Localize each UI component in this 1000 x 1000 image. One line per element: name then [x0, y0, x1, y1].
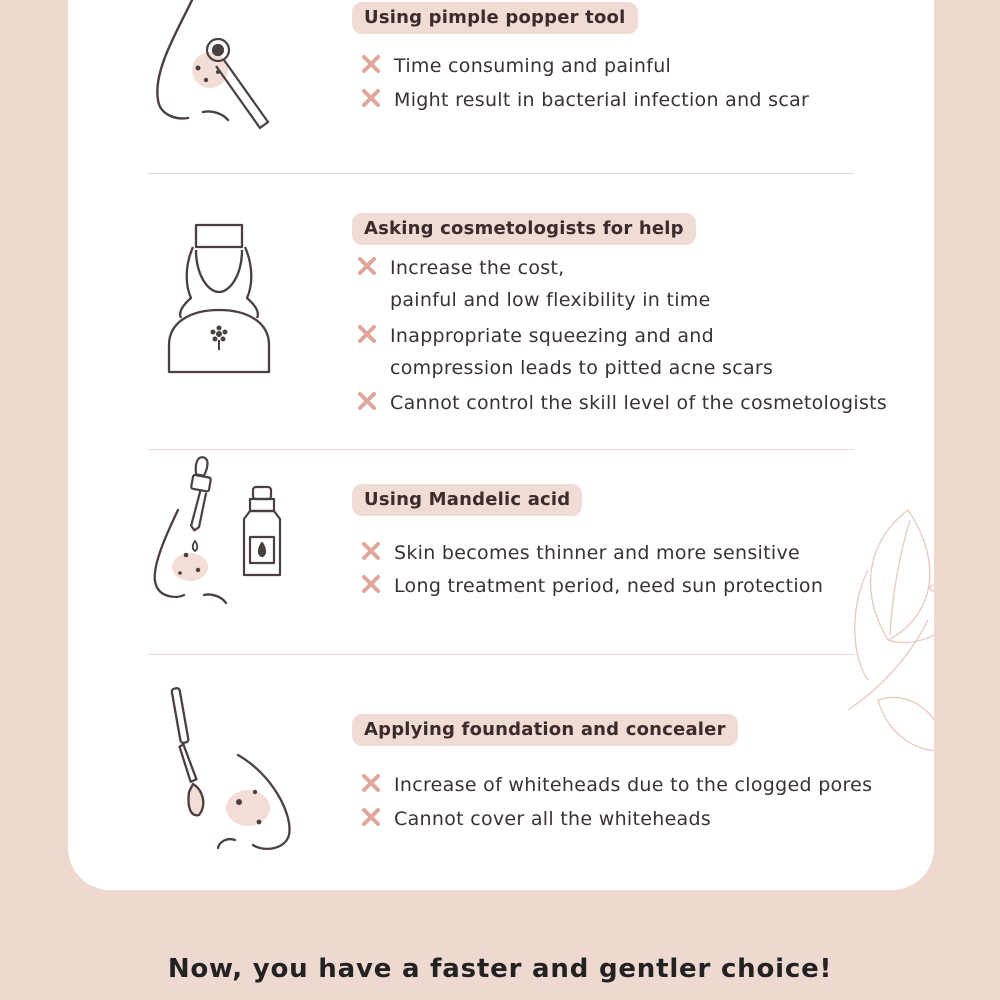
- foundation-brush-illustration-icon: [163, 680, 313, 860]
- section-3-item-1: Skin becomes thinner and more sensitive: [360, 540, 800, 564]
- x-mark-icon: [360, 87, 382, 109]
- section-4-title: Applying foundation and concealer: [352, 714, 738, 746]
- section-divider: [148, 449, 854, 450]
- x-mark-icon: [356, 390, 378, 412]
- section-divider: [148, 173, 854, 174]
- section-divider: [148, 654, 854, 655]
- section-4-item-1: Increase of whiteheads due to the clogged pores: [360, 772, 872, 796]
- content-card: [68, 0, 934, 890]
- section-2-item-2: Inappropriate squeezing and and: [356, 323, 714, 347]
- lily-decoration-icon: [848, 420, 934, 800]
- section-1-item-1: Time consuming and painful: [360, 53, 671, 77]
- x-mark-icon: [360, 53, 382, 75]
- section-4-item-2: Cannot cover all the whiteheads: [360, 806, 711, 830]
- section-3-item-2: Long treatment period, need sun protection: [360, 573, 823, 597]
- x-mark-icon: [360, 540, 382, 562]
- section-2-item-2-line-2: compression leads to pitted acne scars: [390, 357, 774, 379]
- section-2-item-1: Increase the cost,: [356, 255, 565, 279]
- mandelic-acid-illustration-icon: [148, 455, 298, 620]
- footer-tagline: Now, you have a faster and gentler choice!: [167, 954, 833, 984]
- x-mark-icon: [360, 806, 382, 828]
- section-1-title: Using pimple popper tool: [352, 2, 638, 34]
- section-3-title: Using Mandelic acid: [352, 484, 582, 516]
- section-2-item-3: Cannot control the skill level of the cosmetologists: [356, 390, 887, 414]
- x-mark-icon: [360, 573, 382, 595]
- x-mark-icon: [356, 255, 378, 277]
- x-mark-icon: [360, 772, 382, 794]
- pimple-popper-illustration-icon: [148, 0, 288, 140]
- cosmetologist-illustration-icon: [163, 220, 283, 380]
- section-2-item-1-line-2: painful and low flexibility in time: [390, 289, 711, 311]
- section-2-title: Asking cosmetologists for help: [352, 213, 696, 245]
- section-1-item-2: Might result in bacterial infection and scar: [360, 87, 809, 111]
- x-mark-icon: [356, 323, 378, 345]
